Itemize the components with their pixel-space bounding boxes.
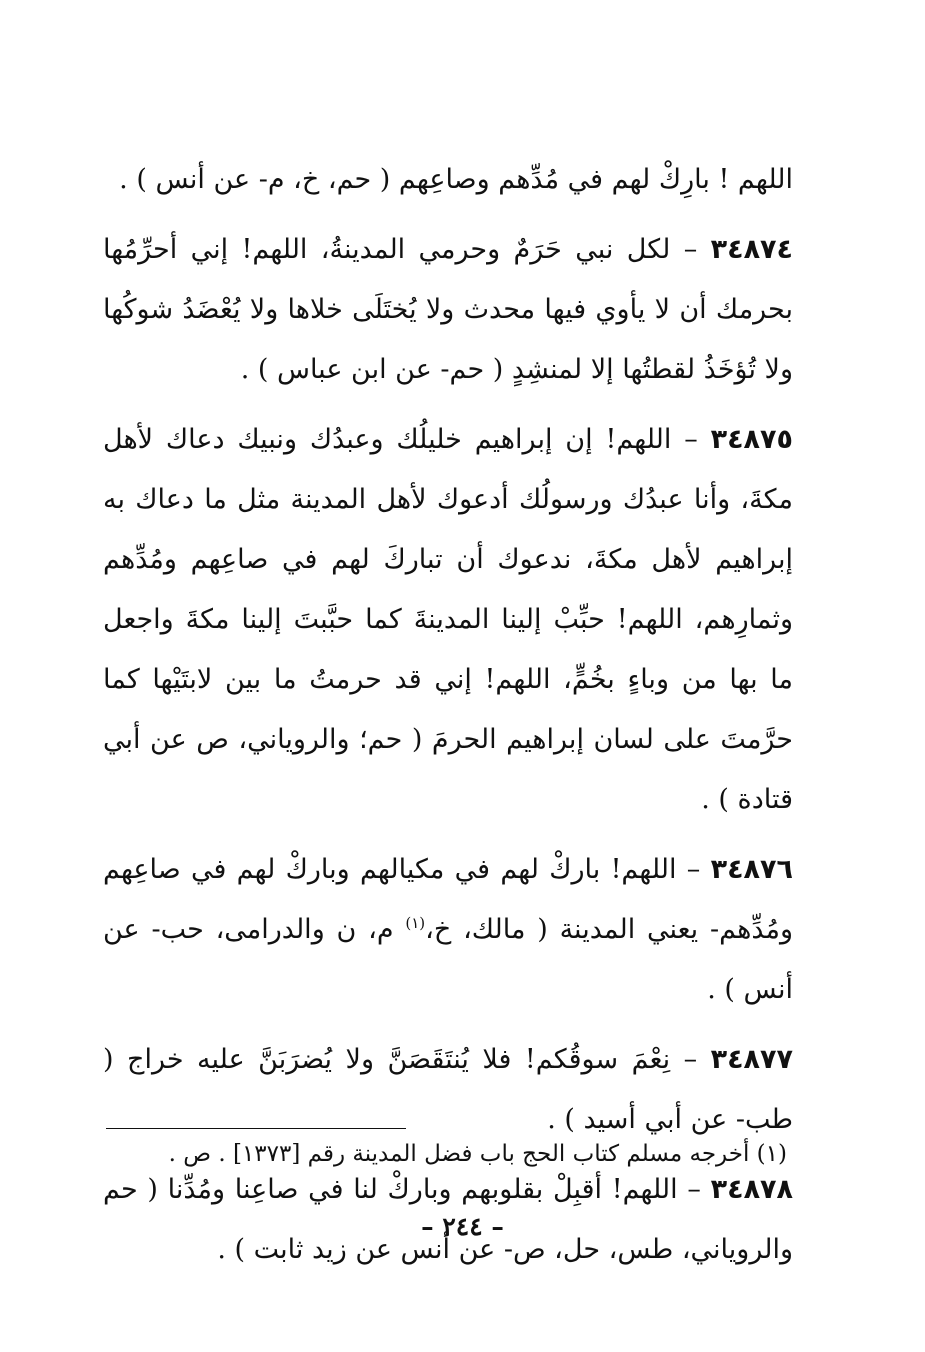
hadith-entry-continuation xyxy=(103,150,793,210)
entry-number: ٣٤٨٧٤ xyxy=(710,234,794,265)
entry-separator: – xyxy=(677,1174,711,1205)
footnote-divider xyxy=(106,1128,406,1129)
entry-text-after: م، ن والدرامى، حب- عن أنس ) . xyxy=(103,914,793,1005)
footnote xyxy=(97,1134,787,1174)
entry-separator: – xyxy=(670,234,711,265)
footnote-marker: (١) xyxy=(756,1141,787,1167)
entry-number: ٣٤٨٧٥ xyxy=(710,424,793,455)
entry-text: اللهم! باركْ لهم في مكيالهم وباركْ لهم في صاعِهم ومُدِّهم- يعني المدينة ( مالك، خ، xyxy=(103,854,793,945)
hadith-entry xyxy=(103,840,793,1020)
entry-text: لكل نبي حَرَمٌ وحرمي المدينةُ، اللهم! إني أحرِّمُها بحرمك أن لا يأوي فيها محدث ولا يُختَلَى خلاها ولا يُعْضَدُ شوكُها ولا تُؤخَذُ لقطتُها إلا لمنشِدٍ ( حم- عن ابن عباس ) . xyxy=(103,234,793,385)
hadith-entry xyxy=(103,220,793,400)
hadith-entry xyxy=(103,410,793,830)
entry-text: اللهم! أقبِلْ بقلوبهم وباركْ لنا في صاعِنا ومُدِّنا ( حم والروياني، طس، حل، ص- عن أنس عن زيد ثابت ) . xyxy=(103,1174,793,1265)
entry-number: ٣٤٨٧٧ xyxy=(710,1044,793,1075)
footnote-text: أخرجه مسلم كتاب الحج باب فضل المدينة رقم [١٣٧٣] . ص . xyxy=(168,1141,750,1167)
entry-text: نِعْمَ سوقُكم! فلا يُنتَقَصَنَّ ولا يُضرَبَنَّ عليه خراج ( طب- عن أبي أسيد ) . xyxy=(103,1044,793,1135)
entry-separator: – xyxy=(671,424,711,455)
footnote-reference: (١) xyxy=(405,914,426,932)
entry-text: اللهم ! بارِكْ لهم في مُدِّهم وصاعِهم ( حم، خ، م- عن أنس ) . xyxy=(119,164,793,195)
entry-number: ٣٤٨٧٨ xyxy=(710,1174,794,1205)
hadith-entry xyxy=(103,1030,793,1150)
entry-number: ٣٤٨٧٦ xyxy=(710,854,793,885)
page-number: – ٢٤٤ – xyxy=(421,1212,504,1241)
entry-separator: – xyxy=(676,854,711,885)
entry-text: اللهم! إن إبراهيم خليلُك وعبدُك ونبيك دعاك لأهل مكةَ، وأنا عبدُك ورسولُك أدعوك لأهل المدينة مثل ما دعاك به إبراهيم لأهل مكةَ، ندعوك أن تباركَ لهم في صاعِهم ومُدِّهم وثمارِهم، اللهم! حبِّبْ إلينا المدينةَ كما حبَّبتَ إلينا مكةَ واجعل ما بها من وباءٍ بخُمٍّ، اللهم! إني قد حرمتُ ما بين لابتَيْها كما حرَّمتَ على لسان إبراهيم الحرمَ ( حم؛ والروياني، ص عن أبي قتادة ) . xyxy=(103,424,793,815)
hadith-body xyxy=(103,150,793,1290)
entry-separator: – xyxy=(670,1044,711,1075)
